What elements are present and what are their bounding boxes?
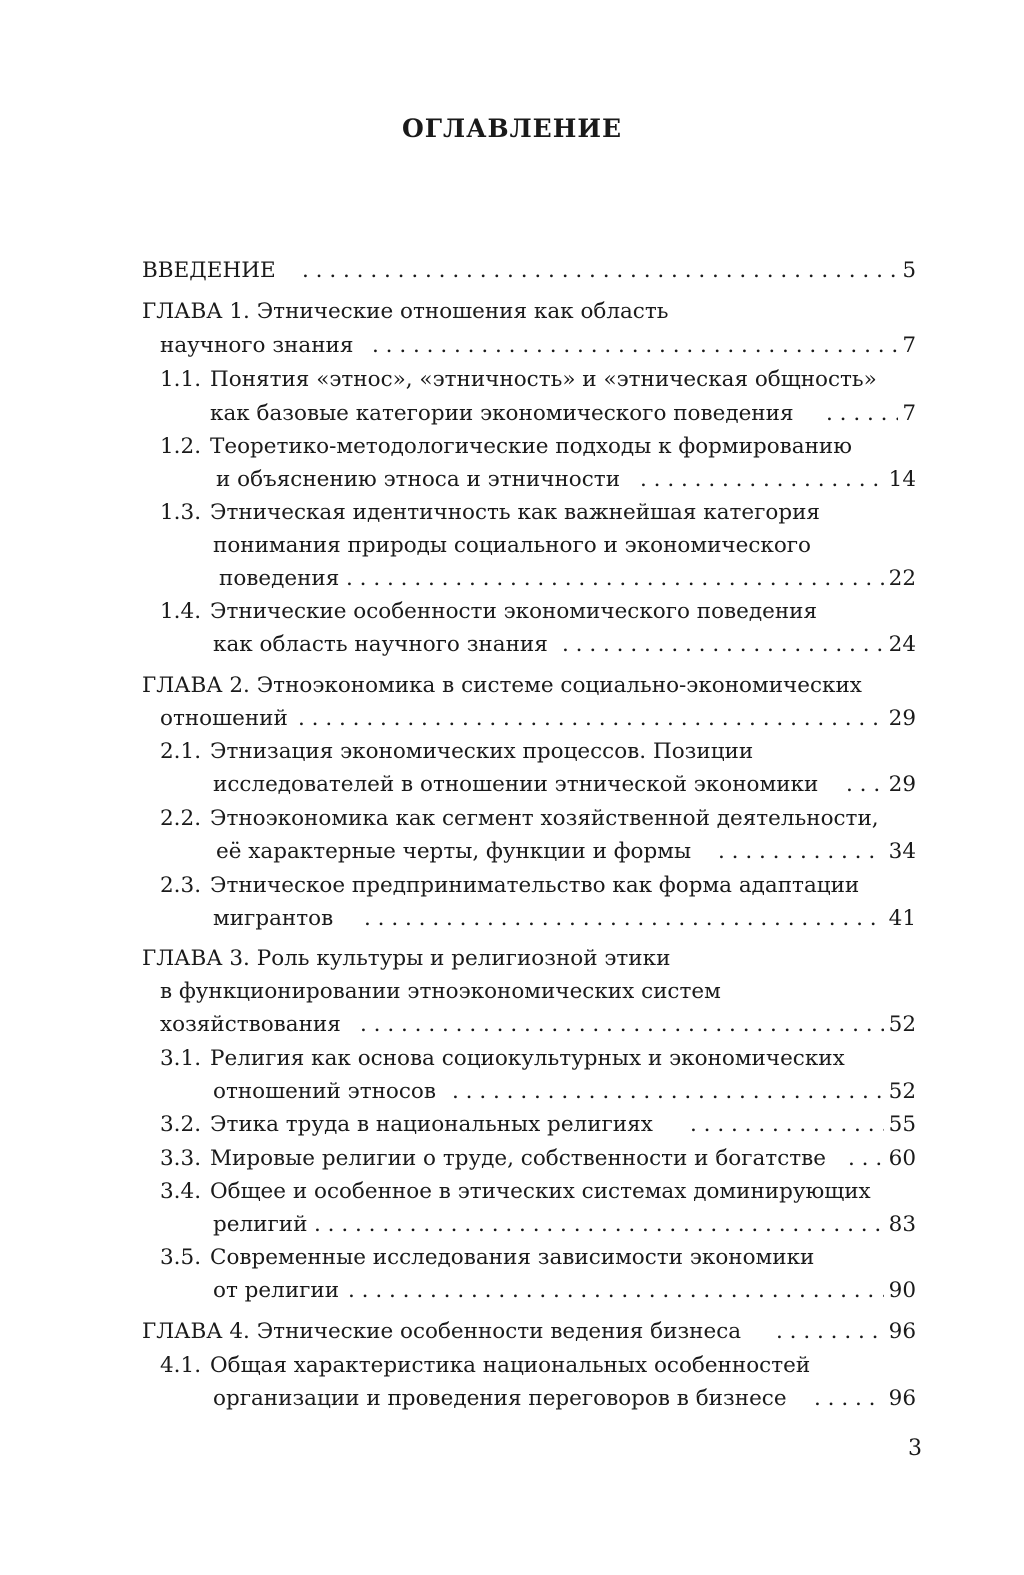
toc-section-number: 3.5.	[160, 1245, 202, 1270]
toc-chapter-2-cont	[0, 702, 1024, 736]
dot-leader	[776, 1315, 884, 1349]
toc-entry-text: Мировые религии о труде, собственности и богатстве	[210, 1146, 826, 1171]
toc-entry-text: как базовые категории экономического поведения	[210, 401, 794, 426]
toc-section-number: 1.1.	[160, 367, 202, 392]
toc-page-number: 5	[902, 258, 916, 283]
toc-chapter-3-cont2	[0, 1008, 1024, 1042]
toc-section-3-5	[0, 1241, 1024, 1275]
toc-page-number: 96	[888, 1386, 916, 1411]
toc-section-3-4-cont	[0, 1208, 1024, 1242]
toc-section-number: 1.2.	[160, 434, 202, 459]
toc-page-number: 41	[888, 906, 916, 931]
toc-section-1-2	[0, 430, 1024, 464]
toc-entry-text: Современные исследования зависимости экономики	[210, 1245, 815, 1270]
toc-entry-text: Этика труда в национальных религиях	[210, 1112, 653, 1137]
toc-page-number: 7	[902, 333, 916, 358]
toc-section-number: 1.3.	[160, 500, 202, 525]
toc-entry-text: Этническое предпринимательство как форма адаптации	[210, 873, 860, 898]
dot-leader	[718, 835, 884, 869]
toc-section-3-1	[0, 1042, 1024, 1076]
toc-entry-text: ГЛАВА 1. Этнические отношения как область	[142, 299, 669, 324]
toc-entry-text: Общая характеристика национальных особенностей	[210, 1353, 811, 1378]
toc-section-4-1	[0, 1349, 1024, 1383]
toc-entry-text: Религия как основа социокультурных и экономических	[210, 1046, 845, 1071]
dot-leader	[814, 1382, 884, 1416]
toc-entry-text: Общее и особенное в этических системах доминирующих	[210, 1179, 871, 1204]
toc-section-number: 2.1.	[160, 739, 202, 764]
toc-section-number: 3.1.	[160, 1046, 202, 1071]
toc-entry-text: ВВЕДЕНИЕ	[142, 258, 276, 283]
toc-page-number: 34	[888, 839, 916, 864]
dot-leader	[348, 1274, 884, 1308]
dot-leader	[302, 254, 898, 288]
toc-entry-text: хозяйствования	[160, 1012, 341, 1037]
toc-entry-text: отношений	[160, 706, 288, 731]
dot-leader	[826, 397, 898, 431]
dot-leader	[640, 463, 884, 497]
toc-entry-text: Понятия «этнос», «этничность» и «этническая общность»	[210, 367, 877, 392]
toc-section-number: 1.4.	[160, 599, 202, 624]
toc-section-2-3-cont	[0, 902, 1024, 936]
toc-entry-text: в функционировании этноэкономических систем	[160, 979, 721, 1004]
dot-leader	[360, 1008, 884, 1042]
toc-section-number: 3.2.	[160, 1112, 202, 1137]
toc-entry-text: Этническая идентичность как важнейшая категория	[210, 500, 820, 525]
toc-entry-text: мигрантов	[213, 906, 334, 931]
dot-leader	[298, 702, 884, 736]
dot-leader	[690, 1108, 884, 1142]
toc-entry-text: Теоретико-методологические подходы к формированию	[210, 434, 852, 459]
toc-section-1-3	[0, 496, 1024, 530]
toc-chapter-2	[0, 669, 1024, 703]
dot-leader	[848, 1142, 884, 1176]
dot-leader	[364, 902, 884, 936]
toc-page-number: 7	[902, 401, 916, 426]
toc-entry-text: как область научного знания	[213, 632, 548, 657]
toc-entry-text: от религии	[213, 1278, 340, 1303]
toc-page-number: 55	[888, 1112, 916, 1137]
toc-page-number: 90	[888, 1278, 916, 1303]
toc-entry-text: Этнические особенности экономического поведения	[210, 599, 818, 624]
toc-entry-text: поведения	[219, 566, 340, 591]
toc-chapter-1	[0, 295, 1024, 329]
toc-section-number: 4.1.	[160, 1353, 202, 1378]
toc-entry-text: ГЛАВА 4. Этнические особенности ведения бизнеса	[142, 1319, 742, 1344]
toc-entry-text: её характерные черты, функции и формы	[216, 839, 692, 864]
dot-leader	[562, 628, 884, 662]
toc-section-number: 3.4.	[160, 1179, 202, 1204]
toc-chapter-1-cont	[0, 329, 1024, 363]
toc-entry-text: Этноэкономика как сегмент хозяйственной деятельности,	[210, 806, 879, 831]
page-title: ОГЛАВЛЕНИЕ	[401, 114, 623, 143]
toc-entry-text: ГЛАВА 2. Этноэкономика в системе социально-экономических	[142, 673, 862, 698]
toc-page-number: 14	[888, 467, 916, 492]
toc-entry-text: религий	[213, 1212, 308, 1237]
toc-page-number: 29	[888, 772, 916, 797]
page-number: 3	[908, 1436, 922, 1461]
toc-section-number: 3.3.	[160, 1146, 202, 1171]
toc-chapter-4	[0, 1315, 1024, 1349]
toc-section-1-4-cont	[0, 628, 1024, 662]
toc-section-2-2-cont	[0, 835, 1024, 869]
dot-leader	[372, 329, 898, 363]
dot-leader	[452, 1075, 884, 1109]
dot-leader	[846, 768, 884, 802]
toc-section-1-2-cont	[0, 463, 1024, 497]
toc-chapter-3-cont	[0, 975, 1024, 1009]
toc-section-2-2	[0, 802, 1024, 836]
toc-entry-text: организации и проведения переговоров в бизнесе	[213, 1386, 787, 1411]
toc-section-3-3	[0, 1142, 1024, 1176]
toc-page-number: 96	[888, 1319, 916, 1344]
toc-entry-text: и объяснению этноса и этничности	[216, 467, 621, 492]
toc-page-number: 83	[888, 1212, 916, 1237]
toc-entry-text: научного знания	[160, 333, 354, 358]
toc-page-number: 52	[888, 1079, 916, 1104]
toc-entry-text: Этнизация экономических процессов. Позиции	[210, 739, 754, 764]
toc-section-3-5-cont	[0, 1274, 1024, 1308]
toc-page-number: 60	[888, 1146, 916, 1171]
toc-section-1-1-cont	[0, 397, 1024, 431]
toc-section-2-1-cont	[0, 768, 1024, 802]
toc-section-2-3	[0, 869, 1024, 903]
toc-section-number: 2.3.	[160, 873, 202, 898]
toc-chapter-3	[0, 942, 1024, 976]
toc-entry-text: понимания природы социального и экономического	[213, 533, 811, 558]
toc-section-3-4	[0, 1175, 1024, 1209]
toc-section-number: 2.2.	[160, 806, 202, 831]
toc-section-3-1-cont	[0, 1075, 1024, 1109]
dot-leader	[314, 1208, 884, 1242]
toc-entry-intro	[0, 254, 1024, 288]
toc-entry-text: исследователей в отношении этнической экономики	[213, 772, 819, 797]
toc-entry-text: отношений этносов	[213, 1079, 436, 1104]
toc-section-1-4	[0, 595, 1024, 629]
toc-section-1-3-cont2	[0, 562, 1024, 596]
toc-section-1-3-cont	[0, 529, 1024, 563]
toc-page-number: 52	[888, 1012, 916, 1037]
toc-section-1-1	[0, 363, 1024, 397]
toc-section-3-2	[0, 1108, 1024, 1142]
toc-section-2-1	[0, 735, 1024, 769]
dot-leader	[346, 562, 884, 596]
toc-section-4-1-cont	[0, 1382, 1024, 1416]
toc-page-number: 24	[888, 632, 916, 657]
toc-page-number: 29	[888, 706, 916, 731]
toc-entry-text: ГЛАВА 3. Роль культуры и религиозной этики	[142, 946, 671, 971]
toc-page-number: 22	[888, 566, 916, 591]
